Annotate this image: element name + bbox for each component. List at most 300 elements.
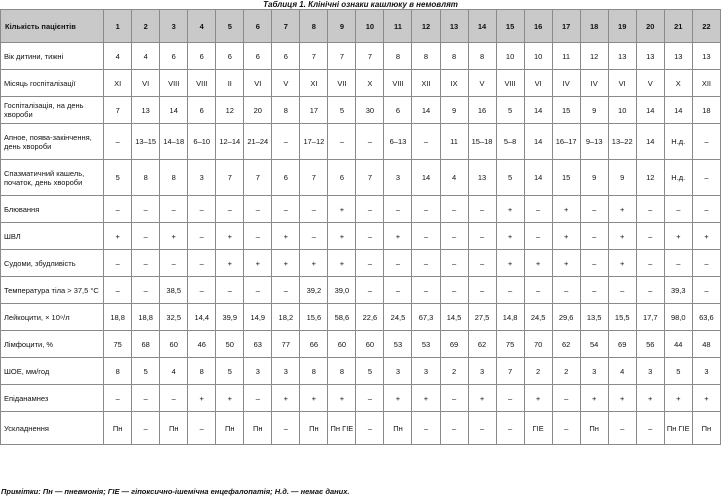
table-cell: – bbox=[188, 196, 216, 223]
table-cell: + bbox=[608, 385, 636, 412]
table-cell: Пн bbox=[692, 412, 720, 445]
table-cell: Н.д. bbox=[664, 160, 692, 196]
table-cell: Пн bbox=[300, 412, 328, 445]
header-col: 5 bbox=[216, 10, 244, 43]
table-cell: XII bbox=[412, 70, 440, 97]
table-cell: 50 bbox=[216, 331, 244, 358]
table-cell: 13 bbox=[468, 160, 496, 196]
table-cell: + bbox=[608, 196, 636, 223]
table-cell: 5 bbox=[328, 97, 356, 124]
table-cell: 3 bbox=[692, 358, 720, 385]
header-col: 4 bbox=[188, 10, 216, 43]
table-cell: 11 bbox=[440, 124, 468, 160]
table-cell: – bbox=[664, 196, 692, 223]
header-col: 13 bbox=[440, 10, 468, 43]
table-cell: – bbox=[468, 277, 496, 304]
table-cell: – bbox=[552, 277, 580, 304]
table-cell: 4 bbox=[608, 358, 636, 385]
table-caption: Таблиця 1. Клінічні ознаки кашлюку в немовлят bbox=[263, 0, 458, 9]
table-cell: + bbox=[328, 250, 356, 277]
table-cell: 7 bbox=[244, 160, 272, 196]
table-cell: – bbox=[664, 250, 692, 277]
table-cell: 14,5 bbox=[440, 304, 468, 331]
table-cell: 21–24 bbox=[244, 124, 272, 160]
table-cell: + bbox=[468, 385, 496, 412]
table-row bbox=[1, 385, 721, 412]
table-cell: 7 bbox=[496, 358, 524, 385]
table-cell: 3 bbox=[188, 160, 216, 196]
table-cell: – bbox=[692, 196, 720, 223]
table-cell: + bbox=[552, 223, 580, 250]
table-cell: – bbox=[300, 223, 328, 250]
table-cell: XI bbox=[104, 70, 132, 97]
table-cell: 24,5 bbox=[524, 304, 552, 331]
table-cell: – bbox=[216, 196, 244, 223]
table-cell: 75 bbox=[104, 331, 132, 358]
table-cell: 8 bbox=[160, 160, 188, 196]
table-cell: 5 bbox=[132, 358, 160, 385]
header-col: 16 bbox=[524, 10, 552, 43]
table-cell: 75 bbox=[496, 331, 524, 358]
table-cell: + bbox=[608, 223, 636, 250]
table-cell: – bbox=[356, 196, 384, 223]
table-cell: 8 bbox=[440, 43, 468, 70]
table-cell: – bbox=[188, 277, 216, 304]
table-cell: 22,6 bbox=[356, 304, 384, 331]
table-cell: + bbox=[328, 385, 356, 412]
table-cell: 4 bbox=[160, 358, 188, 385]
row-label: ШОЕ, мм/год bbox=[1, 358, 104, 385]
table-cell: 6 bbox=[272, 160, 300, 196]
table-cell: 60 bbox=[328, 331, 356, 358]
table-cell: 60 bbox=[356, 331, 384, 358]
table-cell: X bbox=[664, 70, 692, 97]
table-cell: – bbox=[356, 385, 384, 412]
table-row bbox=[1, 124, 721, 160]
table-cell: 8 bbox=[188, 358, 216, 385]
table-cell: XII bbox=[692, 70, 720, 97]
table-cell: 6 bbox=[160, 43, 188, 70]
table-cell: 10 bbox=[524, 43, 552, 70]
header-row bbox=[1, 10, 721, 43]
table-cell: Н.д. bbox=[664, 124, 692, 160]
table-cell: – bbox=[132, 250, 160, 277]
table-cell: 63 bbox=[244, 331, 272, 358]
table-cell: + bbox=[664, 223, 692, 250]
table-cell: – bbox=[132, 385, 160, 412]
table-cell: – bbox=[160, 250, 188, 277]
table-cell: 13,5 bbox=[580, 304, 608, 331]
table-cell: – bbox=[692, 124, 720, 160]
table-cell: + bbox=[496, 223, 524, 250]
table-cell: – bbox=[412, 124, 440, 160]
table-cell: – bbox=[468, 250, 496, 277]
table-cell: XI bbox=[300, 70, 328, 97]
header-col: 9 bbox=[328, 10, 356, 43]
table-cell: 5 bbox=[496, 97, 524, 124]
table-cell: – bbox=[104, 277, 132, 304]
table-cell: 3 bbox=[384, 160, 412, 196]
table-cell: V bbox=[272, 70, 300, 97]
table-cell: 3 bbox=[636, 358, 664, 385]
table-row bbox=[1, 358, 721, 385]
table-cell: 7 bbox=[356, 43, 384, 70]
table-cell: – bbox=[244, 223, 272, 250]
table-cell: + bbox=[384, 385, 412, 412]
table-cell: – bbox=[356, 124, 384, 160]
header-col: 15 bbox=[496, 10, 524, 43]
header-col: 18 bbox=[580, 10, 608, 43]
table-cell: VIII bbox=[188, 70, 216, 97]
table-cell: + bbox=[384, 223, 412, 250]
table-cell: 3 bbox=[468, 358, 496, 385]
table-cell: – bbox=[356, 250, 384, 277]
table-cell: Пн ГІЕ bbox=[664, 412, 692, 445]
table-cell: 12–14 bbox=[216, 124, 244, 160]
table-cell: 6 bbox=[272, 43, 300, 70]
table-cell: – bbox=[300, 196, 328, 223]
header-col: 6 bbox=[244, 10, 272, 43]
table-cell: – bbox=[608, 412, 636, 445]
table-cell: – bbox=[188, 412, 216, 445]
table-cell: 4 bbox=[132, 43, 160, 70]
table-cell: 38,5 bbox=[160, 277, 188, 304]
row-label: Місяць госпіталізації bbox=[1, 70, 104, 97]
table-cell: 14 bbox=[412, 160, 440, 196]
table-cell: – bbox=[412, 223, 440, 250]
table-cell: 5–8 bbox=[496, 124, 524, 160]
table-cell: 14 bbox=[412, 97, 440, 124]
table-cell: – bbox=[580, 223, 608, 250]
table-cell: VIII bbox=[160, 70, 188, 97]
table-cell: 2 bbox=[524, 358, 552, 385]
table-cell: 7 bbox=[216, 160, 244, 196]
table-cell: 5 bbox=[664, 358, 692, 385]
table-cell: 18,2 bbox=[272, 304, 300, 331]
table-cell: + bbox=[524, 385, 552, 412]
table-cell: 8 bbox=[300, 358, 328, 385]
table-cell: 17–12 bbox=[300, 124, 328, 160]
table-cell: + bbox=[412, 385, 440, 412]
table-cell: 13 bbox=[664, 43, 692, 70]
table-cell: 13 bbox=[692, 43, 720, 70]
table-cell: 8 bbox=[384, 43, 412, 70]
table-cell: + bbox=[272, 250, 300, 277]
table-cell: 18,8 bbox=[132, 304, 160, 331]
table-cell: – bbox=[468, 412, 496, 445]
table-cell: – bbox=[636, 250, 664, 277]
table-cell: + bbox=[160, 223, 188, 250]
row-label: Судоми, збудливість bbox=[1, 250, 104, 277]
table-cell: 15–18 bbox=[468, 124, 496, 160]
table-cell: 6 bbox=[188, 97, 216, 124]
table-cell: 15,6 bbox=[300, 304, 328, 331]
table-cell: + bbox=[496, 196, 524, 223]
table-cell: – bbox=[160, 196, 188, 223]
table-cell: – bbox=[524, 223, 552, 250]
table-cell: 13 bbox=[608, 43, 636, 70]
table-cell: – bbox=[608, 277, 636, 304]
row-label: Температура тіла > 37,5 °С bbox=[1, 277, 104, 304]
table-cell: – bbox=[692, 160, 720, 196]
table-cell: 15,5 bbox=[608, 304, 636, 331]
table-cell: 27,5 bbox=[468, 304, 496, 331]
table-cell: 53 bbox=[412, 331, 440, 358]
table-row bbox=[1, 223, 721, 250]
table-cell: – bbox=[692, 277, 720, 304]
table-cell: 63,6 bbox=[692, 304, 720, 331]
table-cell: VI bbox=[524, 70, 552, 97]
table-cell: 2 bbox=[552, 358, 580, 385]
header-col: 2 bbox=[132, 10, 160, 43]
table-cell: Пн bbox=[580, 412, 608, 445]
table-cell: – bbox=[356, 223, 384, 250]
table-cell: Пн bbox=[216, 412, 244, 445]
table-cell: 9 bbox=[580, 160, 608, 196]
table-cell: – bbox=[440, 412, 468, 445]
table-cell: – bbox=[272, 277, 300, 304]
table-cell: 18 bbox=[692, 97, 720, 124]
table-cell: – bbox=[580, 196, 608, 223]
table-cell: 10 bbox=[496, 43, 524, 70]
table-cell: + bbox=[664, 385, 692, 412]
table-cell: – bbox=[188, 250, 216, 277]
table-cell: 69 bbox=[608, 331, 636, 358]
table-cell: 13–22 bbox=[608, 124, 636, 160]
table-cell: 48 bbox=[692, 331, 720, 358]
table-cell: – bbox=[132, 196, 160, 223]
table-cell: – bbox=[636, 196, 664, 223]
table-cell: 3 bbox=[384, 358, 412, 385]
table-cell: Пн bbox=[104, 412, 132, 445]
header-col: 10 bbox=[356, 10, 384, 43]
table-cell: V bbox=[468, 70, 496, 97]
table-cell: 62 bbox=[552, 331, 580, 358]
table-cell: 14 bbox=[664, 97, 692, 124]
table-cell: – bbox=[356, 277, 384, 304]
header-col: 21 bbox=[664, 10, 692, 43]
table-cell: 70 bbox=[524, 331, 552, 358]
table-cell: 29,6 bbox=[552, 304, 580, 331]
table-cell: 54 bbox=[580, 331, 608, 358]
table-cell: 6 bbox=[244, 43, 272, 70]
table-cell: + bbox=[692, 385, 720, 412]
table-cell: VIII bbox=[384, 70, 412, 97]
table-cell: 62 bbox=[468, 331, 496, 358]
table-cell: – bbox=[636, 277, 664, 304]
table-cell: 12 bbox=[216, 97, 244, 124]
table-cell: – bbox=[412, 277, 440, 304]
table-cell: X bbox=[356, 70, 384, 97]
table-cell: + bbox=[692, 223, 720, 250]
table-cell: 9 bbox=[608, 160, 636, 196]
table-cell: – bbox=[384, 277, 412, 304]
table-cell: VI bbox=[608, 70, 636, 97]
table-cell: 2 bbox=[440, 358, 468, 385]
table-cell: 6 bbox=[384, 97, 412, 124]
table-cell: + bbox=[552, 250, 580, 277]
table-cell: 9–13 bbox=[580, 124, 608, 160]
table-cell: 6 bbox=[216, 43, 244, 70]
table-cell: 3 bbox=[412, 358, 440, 385]
table-cell: – bbox=[132, 223, 160, 250]
row-label: Спазматичний кашель, початок, день хвороби bbox=[1, 160, 104, 196]
table-cell: 7 bbox=[328, 43, 356, 70]
table-cell: – bbox=[272, 412, 300, 445]
table-cell: 15 bbox=[552, 160, 580, 196]
table-cell: 8 bbox=[132, 160, 160, 196]
table-cell: 9 bbox=[580, 97, 608, 124]
table-cell: – bbox=[440, 196, 468, 223]
table-cell: Пн bbox=[160, 412, 188, 445]
table-cell: Пн bbox=[384, 412, 412, 445]
row-label: Ускладнення bbox=[1, 412, 104, 445]
table-cell: 32,5 bbox=[160, 304, 188, 331]
table-cell: 24,5 bbox=[384, 304, 412, 331]
table-row bbox=[1, 304, 721, 331]
table-cell: 69 bbox=[440, 331, 468, 358]
table-cell: 4 bbox=[104, 43, 132, 70]
table-cell: 44 bbox=[664, 331, 692, 358]
table-cell: – bbox=[580, 277, 608, 304]
table-cell: 6–10 bbox=[188, 124, 216, 160]
table-cell: – bbox=[160, 385, 188, 412]
table-cell: 14,9 bbox=[244, 304, 272, 331]
table-cell: II bbox=[216, 70, 244, 97]
row-label: Апное, поява-закінчення, день хвороби bbox=[1, 124, 104, 160]
table-cell: 18,8 bbox=[104, 304, 132, 331]
table-cell: + bbox=[300, 385, 328, 412]
table-cell: – bbox=[244, 385, 272, 412]
header-col: 22 bbox=[692, 10, 720, 43]
table-cell: 60 bbox=[160, 331, 188, 358]
table-cell: – bbox=[356, 412, 384, 445]
table-cell: 7 bbox=[300, 43, 328, 70]
table-cell: 98,0 bbox=[664, 304, 692, 331]
table-cell: 16–17 bbox=[552, 124, 580, 160]
table-cell: – bbox=[104, 250, 132, 277]
table-row bbox=[1, 70, 721, 97]
table-cell: 9 bbox=[440, 97, 468, 124]
table-cell: 20 bbox=[244, 97, 272, 124]
table-cell: + bbox=[216, 385, 244, 412]
table-cell: – bbox=[440, 385, 468, 412]
table-cell: – bbox=[328, 124, 356, 160]
clinical-signs-table bbox=[0, 9, 721, 445]
header-col: 8 bbox=[300, 10, 328, 43]
table-cell: + bbox=[244, 250, 272, 277]
table-cell: – bbox=[440, 250, 468, 277]
table-cell: 16 bbox=[468, 97, 496, 124]
table-cell: 3 bbox=[244, 358, 272, 385]
table-cell: – bbox=[104, 124, 132, 160]
table-cell: Пн ГІЕ bbox=[328, 412, 356, 445]
table-cell: 14 bbox=[636, 97, 664, 124]
table-cell: + bbox=[216, 223, 244, 250]
table-cell: + bbox=[636, 385, 664, 412]
header-col: 14 bbox=[468, 10, 496, 43]
table-cell: VI bbox=[132, 70, 160, 97]
table-cell: IV bbox=[580, 70, 608, 97]
header-label: Кількість пацієнтів bbox=[1, 10, 104, 43]
table-cell: – bbox=[412, 250, 440, 277]
table-cell: 12 bbox=[636, 160, 664, 196]
table-cell: 14 bbox=[524, 124, 552, 160]
header-col: 11 bbox=[384, 10, 412, 43]
table-cell: VIII bbox=[496, 70, 524, 97]
table-cell: 14 bbox=[524, 97, 552, 124]
table-cell: + bbox=[300, 250, 328, 277]
table-cell: – bbox=[132, 412, 160, 445]
table-cell: + bbox=[552, 196, 580, 223]
table-cell: 8 bbox=[272, 97, 300, 124]
table-cell: – bbox=[104, 385, 132, 412]
table-cell: 39,9 bbox=[216, 304, 244, 331]
table-cell: – bbox=[524, 196, 552, 223]
table-cell: 8 bbox=[104, 358, 132, 385]
table-cell: – bbox=[636, 412, 664, 445]
table-cell: 53 bbox=[384, 331, 412, 358]
table-cell: IV bbox=[552, 70, 580, 97]
header-col: 1 bbox=[104, 10, 132, 43]
table-cell: V bbox=[636, 70, 664, 97]
table-cell: 8 bbox=[412, 43, 440, 70]
table-cell: VI bbox=[244, 70, 272, 97]
table-cell: + bbox=[272, 223, 300, 250]
table-cell: 8 bbox=[468, 43, 496, 70]
table-cell: – bbox=[384, 196, 412, 223]
table-cell: – bbox=[244, 277, 272, 304]
table-cell: 11 bbox=[552, 43, 580, 70]
table-cell: 13 bbox=[132, 97, 160, 124]
table-row bbox=[1, 196, 721, 223]
table-cell: 46 bbox=[188, 331, 216, 358]
row-label: Блювання bbox=[1, 196, 104, 223]
row-label: ШВЛ bbox=[1, 223, 104, 250]
table-cell: 14 bbox=[160, 97, 188, 124]
table-row bbox=[1, 43, 721, 70]
table-note: Примітки: Пн — пневмонія; ГІЕ — гіпоксично-ішемічна енцефалопатія; Н.д. — немає даних. bbox=[1, 487, 350, 496]
table-cell: 5 bbox=[496, 160, 524, 196]
table-cell: 15 bbox=[552, 97, 580, 124]
row-label: Вік дитини, тижні bbox=[1, 43, 104, 70]
table-cell: – bbox=[552, 385, 580, 412]
table-cell: – bbox=[272, 124, 300, 160]
table-cell: 66 bbox=[300, 331, 328, 358]
table-row bbox=[1, 97, 721, 124]
table-cell: – bbox=[244, 196, 272, 223]
table-cell: 5 bbox=[356, 358, 384, 385]
table-cell: 17,7 bbox=[636, 304, 664, 331]
table-row bbox=[1, 412, 721, 445]
table-cell: + bbox=[524, 250, 552, 277]
table-cell: 14,4 bbox=[188, 304, 216, 331]
table-cell: – bbox=[468, 196, 496, 223]
table-cell: 5 bbox=[216, 358, 244, 385]
row-label: Лейкоцити, × 10⁹/л bbox=[1, 304, 104, 331]
table-row bbox=[1, 331, 721, 358]
table-cell: 8 bbox=[328, 358, 356, 385]
table-cell: – bbox=[188, 223, 216, 250]
table-cell: 17 bbox=[300, 97, 328, 124]
header-col: 12 bbox=[412, 10, 440, 43]
table-cell: + bbox=[496, 250, 524, 277]
table-cell: 6 bbox=[328, 160, 356, 196]
table-cell: 14,8 bbox=[496, 304, 524, 331]
table-cell: Пн bbox=[244, 412, 272, 445]
table-cell: – bbox=[496, 385, 524, 412]
table-cell: 68 bbox=[132, 331, 160, 358]
